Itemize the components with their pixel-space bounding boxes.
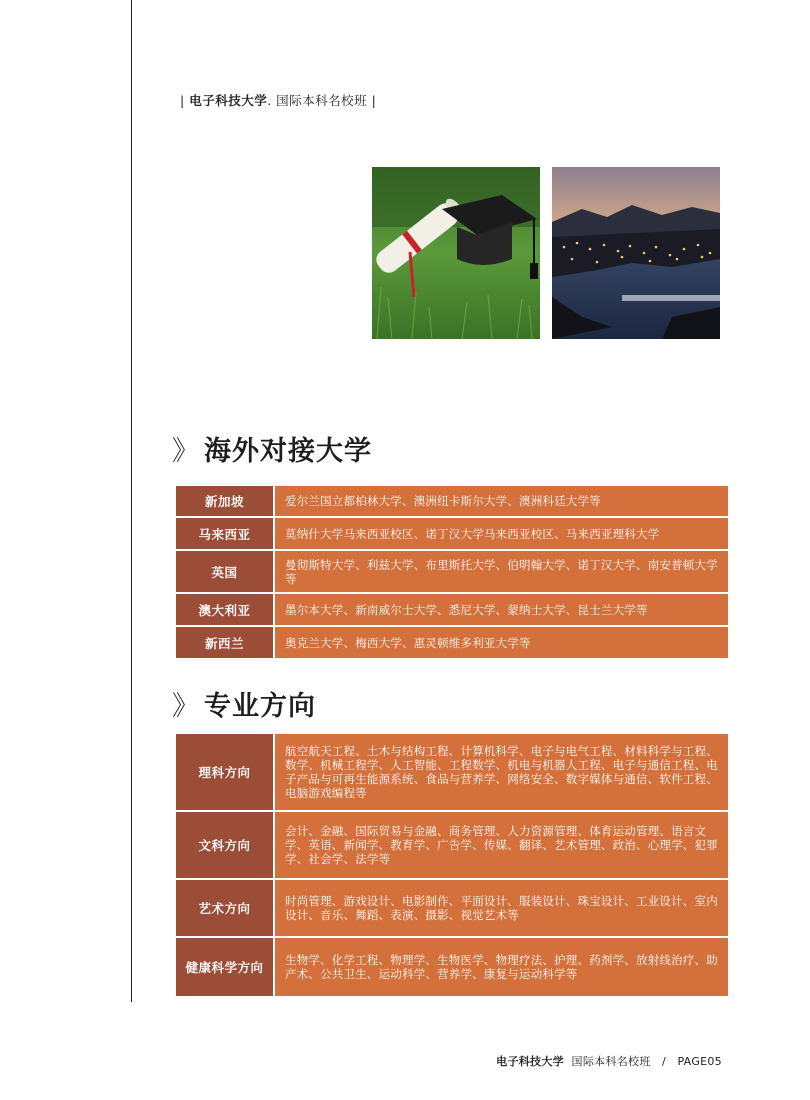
margin-rule	[131, 0, 132, 1002]
row-value	[275, 938, 728, 996]
row-value-text: 墨尔本大学、新南威尔士大学、悉尼大学、蒙纳士大学、昆士兰大学等	[285, 602, 648, 617]
footer-program: 国际本科名校班	[571, 1055, 651, 1068]
table-row	[176, 938, 728, 996]
row-value	[275, 518, 728, 549]
row-value	[275, 594, 728, 625]
row-value-text: 莫纳什大学马来西亚校区、诺丁汉大学马来西亚校区、马来西亚理科大学	[285, 526, 660, 541]
majors-table	[176, 734, 728, 998]
header-separator: .	[267, 93, 277, 108]
row-label: 艺术方向	[176, 880, 273, 936]
row-value-text: 会计、金融、国际贸易与金融、商务管理、人力资源管理、体育运动管理、语言文学、英语、新闻学、教育学、广告学、传媒、翻译、艺术管理、政治、心理学、犯罪学、社会学、法学等	[285, 824, 718, 866]
row-value	[275, 880, 728, 936]
header-bracket-left: |	[180, 93, 190, 108]
row-label: 文科方向	[176, 812, 273, 878]
chevron-icon: 》	[172, 691, 200, 722]
row-value-text: 时尚管理、游戏设计、电影制作、平面设计、服装设计、珠宝设计、工业设计、室内设计、音乐、舞蹈、表演、摄影、视觉艺术等	[285, 894, 718, 922]
table-row	[176, 812, 728, 878]
table-row	[176, 518, 728, 549]
header-program: 国际本科名校班	[276, 93, 368, 108]
photo-city	[552, 167, 720, 339]
row-label: 英国	[176, 551, 273, 592]
row-value	[275, 734, 728, 810]
header-brand	[180, 91, 376, 109]
row-value-text: 爱尔兰国立都柏林大学、澳洲纽卡斯尔大学、澳洲科廷大学等	[285, 494, 601, 508]
photo-graduation	[372, 167, 540, 339]
table-row	[176, 594, 728, 625]
row-value-text: 航空航天工程、土木与结构工程、计算机科学、电子与电气工程、材料科学与工程、数学、机械工程学、人工智能、工程数学、机电与机器人工程、电子与通信工程、电子产品与可再生能源系统、食品与营养学、网络安全、数字媒体与通信、软件工程、电脑游戏编程等	[285, 744, 718, 800]
header-university: 电子科技大学	[189, 93, 268, 108]
table-row	[176, 551, 728, 592]
footer	[496, 1053, 722, 1069]
row-value	[275, 812, 728, 878]
page-number: PAGE05	[677, 1055, 722, 1068]
row-label: 澳大利亚	[176, 594, 273, 625]
universities-table	[176, 486, 728, 660]
table-row	[176, 486, 728, 516]
row-value	[275, 627, 728, 658]
row-value-text: 曼彻斯特大学、利兹大学、布里斯托大学、伯明翰大学、诺丁汉大学、南安普顿大学等	[285, 557, 718, 586]
section-title-universities	[172, 429, 372, 468]
row-value	[275, 486, 728, 516]
row-value-text: 奥克兰大学、梅西大学、惠灵顿维多利亚大学等	[285, 635, 531, 650]
row-value-text: 生物学、化学工程、物理学、生物医学、物理疗法、护理、药剂学、放射线治疗、助产术、公共卫生、运动科学、营养学、康复与运动科学等	[285, 953, 718, 981]
table-row	[176, 627, 728, 658]
footer-university: 电子科技大学	[496, 1055, 564, 1068]
section-title-text: 海外对接大学	[204, 436, 372, 467]
footer-separator: /	[662, 1055, 667, 1068]
header-bracket-right: |	[367, 93, 377, 108]
row-label: 新西兰	[176, 627, 273, 658]
row-label: 马来西亚	[176, 518, 273, 549]
section-title-majors	[172, 684, 316, 723]
section-title-text: 专业方向	[204, 691, 316, 722]
row-label: 新加坡	[176, 486, 273, 516]
row-label: 健康科学方向	[176, 938, 273, 996]
table-row	[176, 734, 728, 810]
row-value	[275, 551, 728, 592]
chevron-icon: 》	[172, 436, 200, 467]
table-row	[176, 880, 728, 936]
row-label: 理科方向	[176, 734, 273, 810]
